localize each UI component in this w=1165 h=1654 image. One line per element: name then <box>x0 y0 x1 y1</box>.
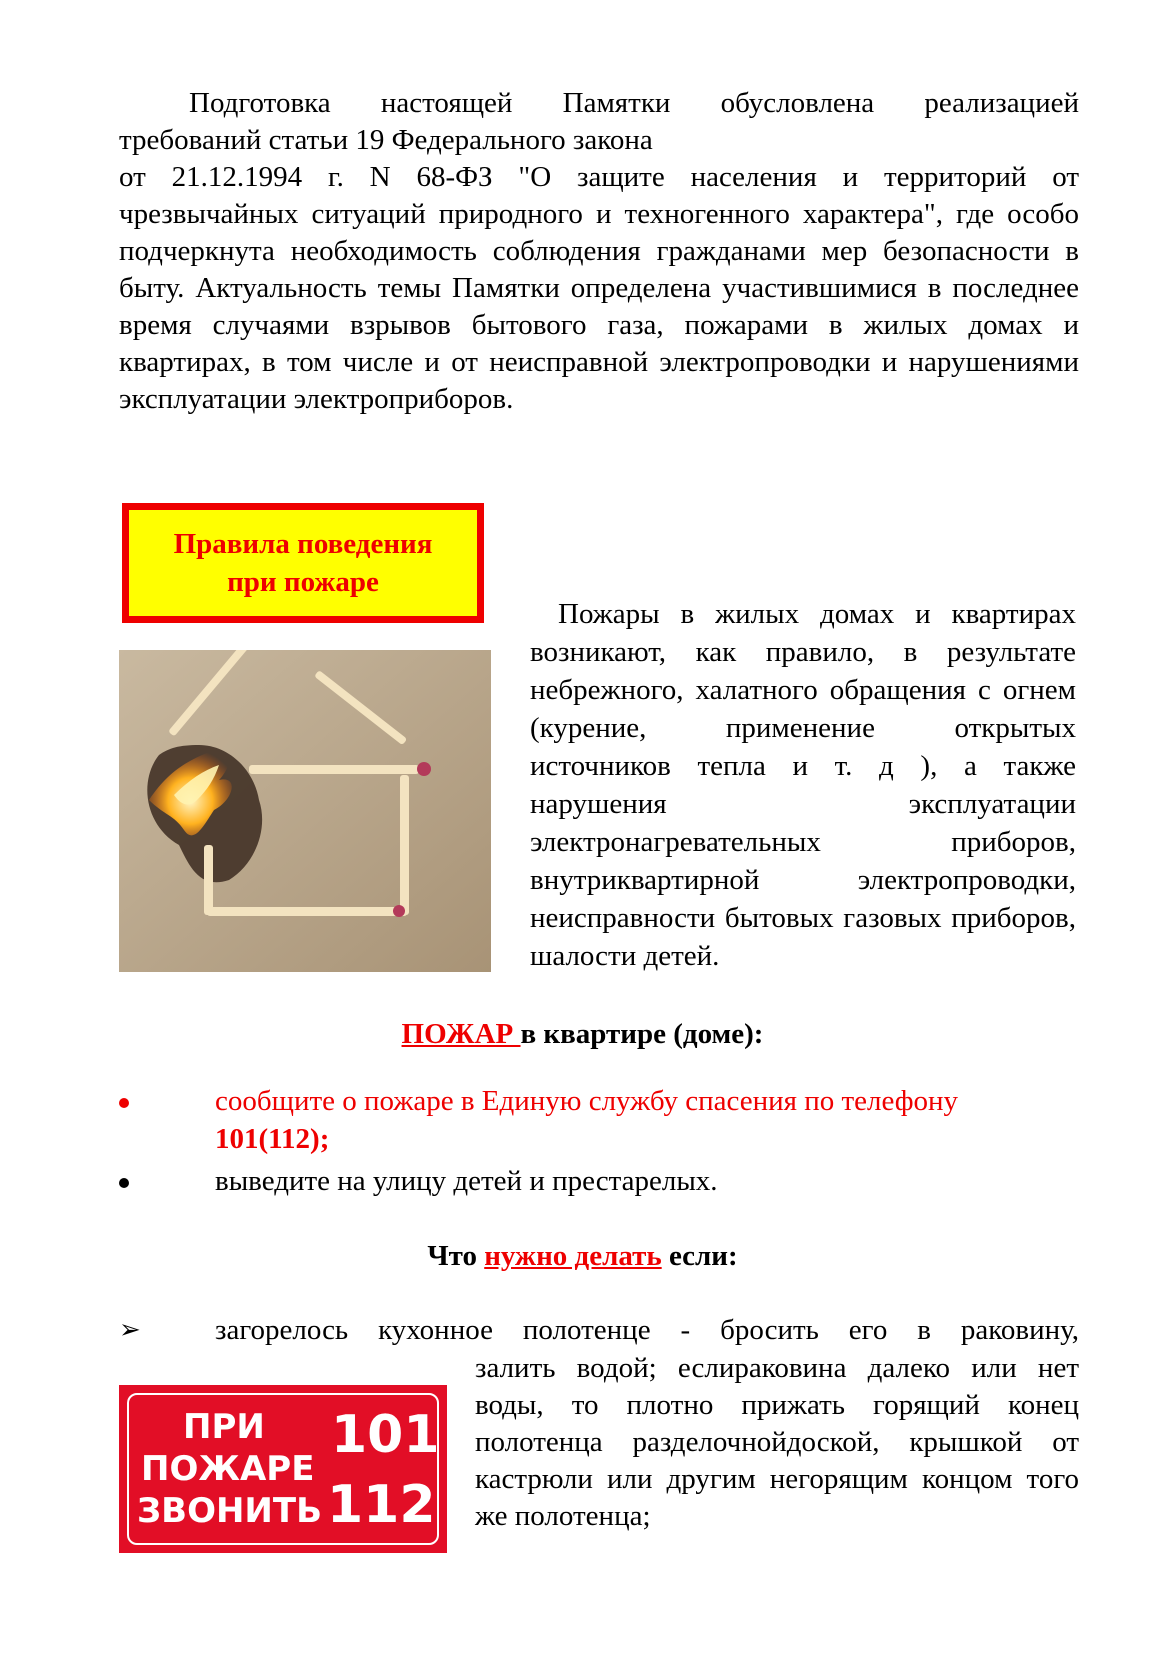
rules-box-line-1: Правила поведения <box>173 528 433 560</box>
towel-item <box>119 1311 1079 1349</box>
towel-paragraph: залить водой; еслираковина далеко или нет воды, то плотно прижать горящий конец полотенца разделочнойдоской, крышкой от кастрюли или другим негорящим концом того же полотенца; <box>475 1352 1079 1532</box>
intro-rest: от 21.12.1994 г. N 68-ФЗ "О защите населения и территорий от чрезвычайных ситуаций природного и техногенного характера", где особо подчеркнута необходимость соблюдения гражданами мер безопасности в быту. Актуальность темы Памятки определена участившимися в последнее время случаями взрывов бытового газа, пожарами в жилых домах и квартирах, в том числе и от неисправной электропроводки и нарушениями эксплуатации электроприборов. <box>119 161 1079 415</box>
intro-line-2: требований статьи 19 Федерального закона <box>119 124 653 156</box>
rules-box <box>122 503 484 623</box>
arrow-bullet-icon: ➢ <box>119 1315 141 1345</box>
fire-bullet-1-text: сообщите о пожаре в Единую службу спасения по телефону <box>215 1085 959 1117</box>
sign-number-112: 112 <box>327 1475 436 1535</box>
what-to-do-red: нужно делать <box>484 1240 662 1272</box>
fire-heading-red: ПОЖАР <box>401 1018 521 1050</box>
fire-bullet-2-text: выведите на улицу детей и престарелых. <box>215 1165 718 1197</box>
what-to-do-heading: Что нужно делать если: <box>427 1240 738 1272</box>
fire-bullet-1 <box>119 1082 1079 1158</box>
rules-box-line-2: при пожаре <box>227 566 379 598</box>
sign-number-101: 101 <box>331 1405 440 1465</box>
fire-bullet-2 <box>119 1162 1079 1200</box>
fire-call-sign <box>119 1385 447 1553</box>
fire-heading-rest: в квартире (доме): <box>520 1018 764 1050</box>
sign-line-3: ЗВОНИТЬ <box>137 1491 322 1531</box>
bullet-dot-icon <box>119 1162 149 1200</box>
fire-bullet-1-number: 101(112); <box>215 1123 330 1155</box>
towel-first-line: загорелось кухонное полотенце - бросить его в раковину, <box>215 1314 1079 1346</box>
burning-matches-house-image <box>119 650 491 972</box>
fire-causes-paragraph: Пожары в жилых домах и квартирах возникают, как правило, в результате небрежного, халатного обращения с огнем (курение, применение открытых источников тепла и т. д ), а также нарушения эксплуатации электронагревательных приборов, внутриквартирной электропроводки, неисправности бытовых газовых приборов, шалости детей. <box>530 598 1076 972</box>
sign-line-2: ПОЖАРЕ <box>141 1449 315 1489</box>
bullet-dot-icon <box>119 1082 149 1120</box>
intro-line-1: Подготовка настоящей Памятки обусловлена реализацией <box>189 87 1079 119</box>
intro-paragraph <box>119 85 1079 418</box>
fire-heading <box>0 1015 1165 1053</box>
sign-line-1: ПРИ <box>183 1407 265 1447</box>
